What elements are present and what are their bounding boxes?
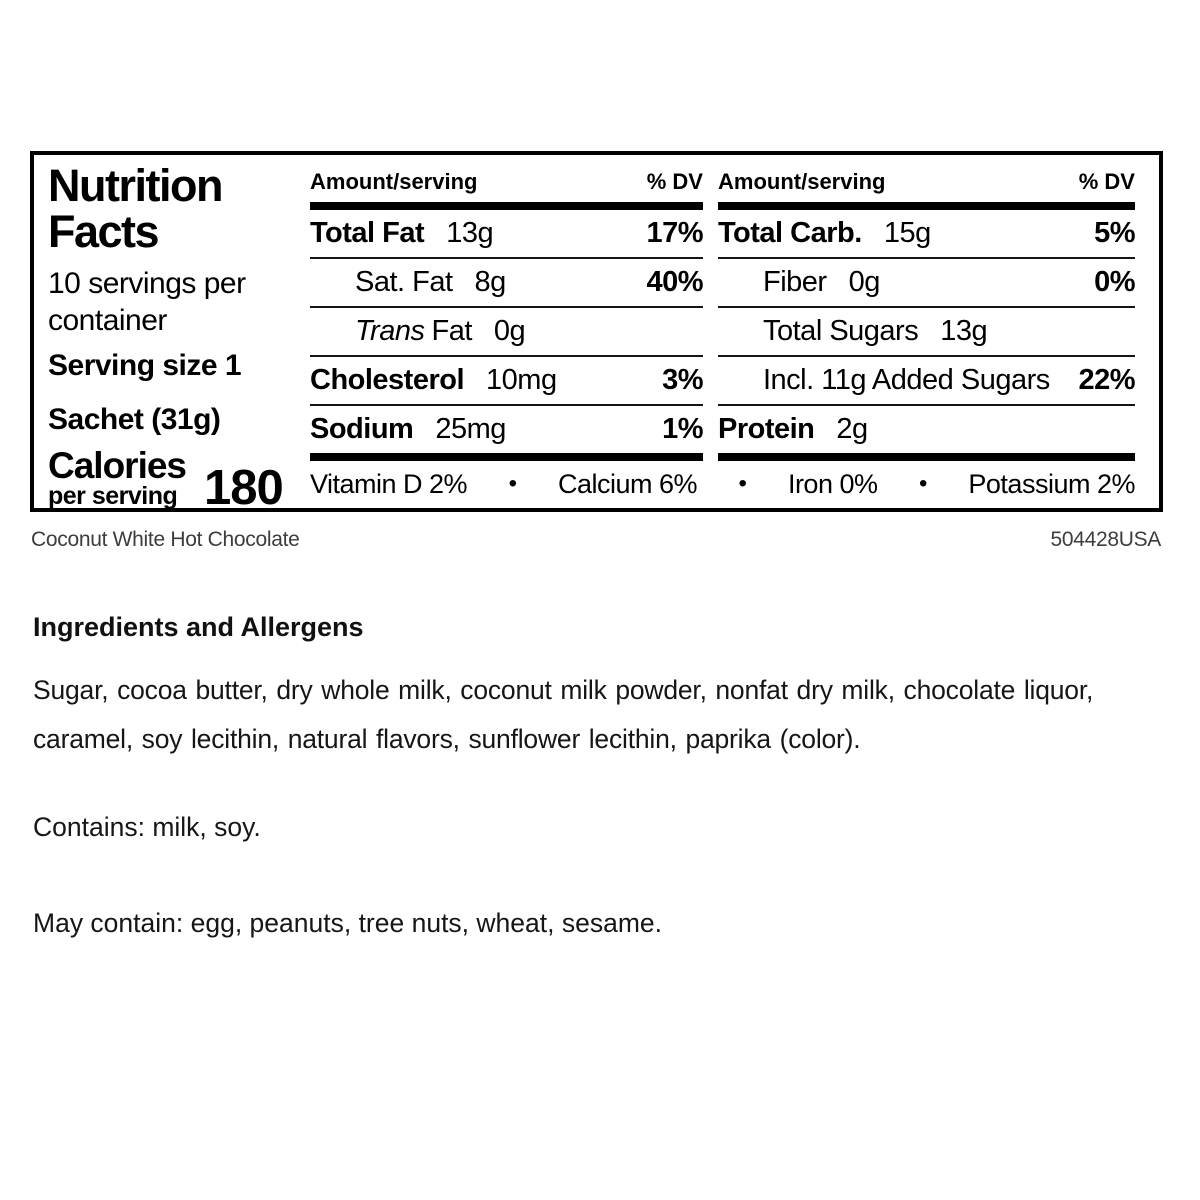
row-total-sugars: Total Sugars 13g (718, 308, 1135, 357)
row-total-fat: Total Fat 13g 17% (310, 210, 703, 259)
nutrition-facts-panel (30, 151, 1163, 515)
row-trans-fat: Trans Fat 0g (310, 308, 703, 357)
nutrient-column-carb (718, 155, 1135, 461)
calories-label: Calories (48, 445, 187, 486)
thick-rule (310, 453, 703, 461)
nutrition-facts-left-column (34, 155, 310, 515)
column1-dv-header: % DV (646, 169, 703, 194)
nutrition-facts-title (48, 160, 310, 257)
label-footer-row (31, 528, 1161, 552)
row-cholesterol: Cholesterol 10mg 3% (310, 357, 703, 406)
potassium: Potassium 2% (968, 468, 1135, 499)
product-name: Coconut White Hot Chocolate (31, 528, 300, 551)
row-sat-fat: Sat. Fat 8g 40% (310, 259, 703, 308)
iron: Iron 0% (787, 468, 878, 499)
may-contain-statement: May contain: egg, peanuts, tree nuts, wheat, sesame. (33, 908, 662, 938)
thick-rule (718, 202, 1135, 210)
row-fiber: Fiber 0g 0% (718, 259, 1135, 308)
calcium: Calcium 6% (557, 468, 698, 499)
calories-block (48, 445, 310, 515)
calories-value: 180 (204, 461, 283, 515)
column2-amount-header: Amount/serving (718, 169, 886, 194)
column1-amount-header: Amount/serving (310, 169, 478, 194)
servings-per-container: 10 servings per container (48, 267, 246, 337)
bullet-separator: • (508, 470, 517, 497)
thick-rule (718, 453, 1135, 461)
column2-header (718, 155, 1135, 202)
column2-dv-header: % DV (1078, 169, 1135, 194)
calories-sub-label: per serving (48, 482, 178, 510)
nutrient-column-fat (310, 155, 703, 461)
serving-size: Serving size 1 (48, 349, 242, 382)
ingredients-text: Sugar, cocoa butter, dry whole milk, coconut milk powder, nonfat dry milk, chocolate liquor, caramel, soy lecithin, natural flavors, sunflower lecithin, paprika (color). (33, 675, 1094, 754)
product-code: 504428USA (1050, 528, 1161, 551)
vitamin-d: Vitamin D 2% (310, 468, 468, 499)
row-sodium: Sodium 25mg 1% (310, 413, 703, 445)
contains-statement: Contains: milk, soy. (33, 812, 261, 842)
ingredients-heading: Ingredients and Allergens (33, 612, 364, 642)
title-line-1: Nutrition (48, 160, 222, 211)
micronutrients-row (310, 461, 1135, 506)
column1-header (310, 155, 703, 202)
nutrient-columns (310, 155, 1135, 461)
thick-rule (310, 202, 703, 210)
row-total-carb: Total Carb. 15g 5% (718, 210, 1135, 259)
nutrition-facts-table-area (310, 155, 1159, 508)
serving-size-unit: Sachet (31g) (48, 403, 221, 436)
bullet-separator: • (738, 470, 747, 497)
column-gap (703, 155, 718, 461)
row-added-sugars: Incl. 11g Added Sugars 22% (718, 357, 1135, 406)
title-line-2: Facts (48, 206, 159, 257)
bullet-separator: • (919, 470, 927, 497)
row-protein: Protein 2g (718, 413, 868, 445)
